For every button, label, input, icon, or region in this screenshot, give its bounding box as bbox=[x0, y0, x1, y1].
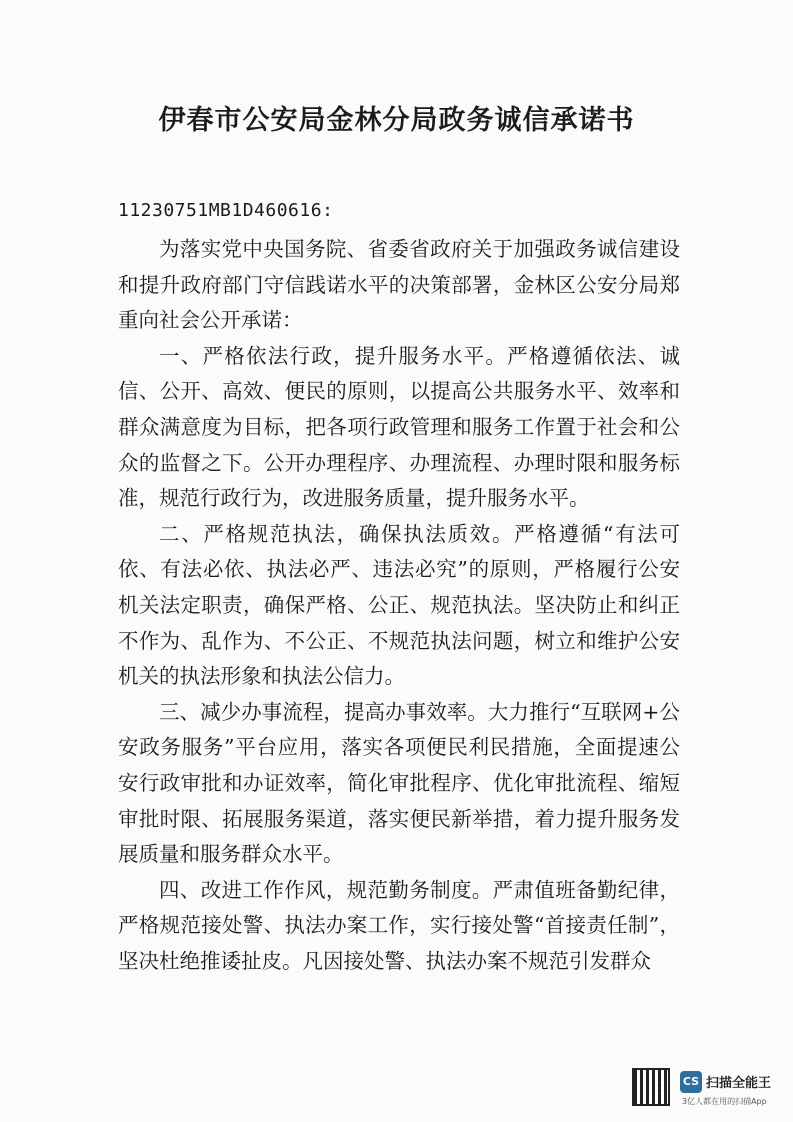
paragraph-intro: 为落实党中央国务院、省委省政府关于加强政务诚信建设和提升政府部门守信践诺水平的决策部署，金林区公安分局郑重向社会公开承诺： bbox=[118, 237, 680, 333]
watermark-tagline: 3亿人都在用的扫描App bbox=[682, 1097, 767, 1106]
watermark-app-name: 扫描全能王 bbox=[706, 1076, 772, 1091]
paragraph-3: 三、减少办事流程，提高办事效率。大力推行“互联网+公安政务服务”平台应用，落实各项便民利民措施，全面提速公安行政审批和办证效率，简化审批程序、优化审批流程、缩短审批时限、拓展服务渠道，落实便民新举措，着力提升服务发展质量和服务群众水平。 bbox=[118, 699, 680, 867]
document-body bbox=[118, 232, 680, 979]
paragraph-2: 二、严格规范执法，确保执法质效。严格遵循“有法可依、有法必依、执法必严、违法必究”的原则，严格履行公安机关法定职责，确保严格、公正、规范执法。坚决防止和纠正不作为、乱作为、不公正、不规范执法问题，树立和维护公安机关的执法形象和执法公信力。 bbox=[118, 521, 680, 689]
paragraph-1: 一、严格依法行政，提升服务水平。严格遵循依法、诚信、公开、高效、便民的原则，以提高公共服务水平、效率和群众满意度为目标，把各项行政管理和服务工作置于社会和公众的监督之下。公开办理程序、办理流程、办理时限和服务标准，规范行政行为，改进服务质量，提升服务水平。 bbox=[118, 343, 680, 511]
camscanner-logo-icon: CS bbox=[680, 1071, 702, 1093]
document-title: 伊春市公安局金林分局政务诚信承诺书 bbox=[158, 105, 635, 136]
qr-code-icon bbox=[632, 1068, 670, 1106]
credit-code: 11230751MB1D460616: bbox=[118, 200, 334, 221]
paragraph-4: 四、改进工作作风，规范勤务制度。严肃值班备勤纪律，严格规范接处警、执法办案工作，实行接处警“首接责任制”，坚决杜绝推诿扯皮。凡因接处警、执法办案不规范引发群众 bbox=[118, 877, 680, 973]
